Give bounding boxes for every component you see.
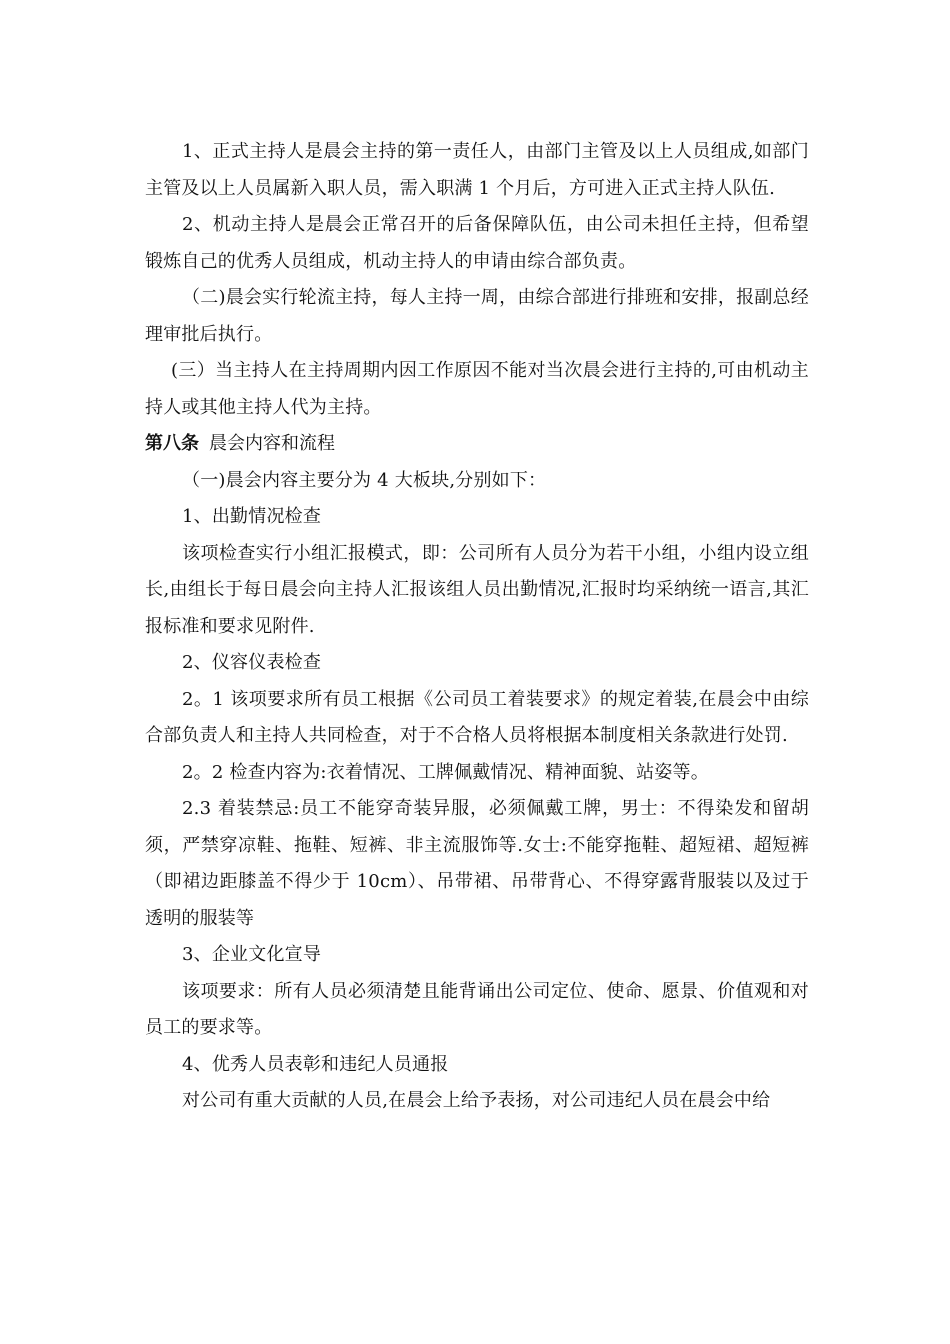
paragraph-formal-host: 1、正式主持人是晨会主持的第一责任人，由部门主管及以上人员组成,如部门主管及以上人员属新入职人员，需入职满 1 个月后，方可进入正式主持人队伍. xyxy=(145,141,809,199)
article-label: 第八条 xyxy=(145,433,199,454)
section-overview: （一)晨会内容主要分为 4 大板块,分别如下： xyxy=(182,469,547,491)
paragraph-substitute: (三）当主持人在主持周期内因工作原因不能对当次晨会进行主持的,可由机动主持人或其他主持人代为主持。 xyxy=(145,360,809,418)
paragraph-rotation: （二)晨会实行轮流主持，每人主持一周，由综合部进行排班和安排，报副总经理审批后执行。 xyxy=(145,287,809,345)
section-heading-commendation: 4、优秀人员表彰和违纪人员通报 xyxy=(182,1053,449,1075)
article-title: 晨会内容和流程 xyxy=(209,433,335,454)
article-heading xyxy=(145,426,809,463)
paragraph-attendance: 该项检查实行小组汇报模式，即：公司所有人员分为若干小组，小组内设立组长,由组长于每日晨会向主持人汇报该组人员出勤情况,汇报时均采纳统一语言,其汇报标准和要求见附件. xyxy=(145,542,809,637)
document-body xyxy=(145,134,809,1120)
section-heading-attendance: 1、出勤情况检查 xyxy=(182,506,322,527)
section-heading-culture: 3、企业文化宣导 xyxy=(182,944,322,965)
paragraph-inspection-items: 2。2 检查内容为:衣着情况、工牌佩戴情况、精神面貌、站姿等。 xyxy=(182,761,709,783)
section-heading-appearance: 2、仪容仪表检查 xyxy=(182,652,322,673)
paragraph-culture: 该项要求：所有人员必须清楚且能背诵出公司定位、使命、愿景、价值观和对员工的要求等。 xyxy=(145,980,809,1038)
paragraph-commendation: 对公司有重大贡献的人员,在晨会上给予表扬，对公司违纪人员在晨会中给 xyxy=(182,1090,771,1111)
paragraph-backup-host: 2、机动主持人是晨会正常召开的后备保障队伍，由公司未担任主持，但希望锻炼自己的优秀人员组成，机动主持人的申请由综合部负责。 xyxy=(145,214,809,272)
paragraph-dress-taboos: 2.3 着装禁忌:员工不能穿奇装异服，必须佩戴工牌，男士：不得染发和留胡须，严禁穿凉鞋、拖鞋、短裤、非主流服饰等.女士:不能穿拖鞋、超短裙、超短裤（即裙边距膝盖不得少于 10cm）、吊带裙、吊带背心、不得穿露背服装以及过于透明的服装等 xyxy=(145,798,809,929)
paragraph-dress-rules: 2。1 该项要求所有员工根据《公司员工着装要求》的规定着装,在晨会中由综合部负责人和主持人共同检查，对于不合格人员将根据本制度相关条款进行处罚. xyxy=(145,688,809,746)
